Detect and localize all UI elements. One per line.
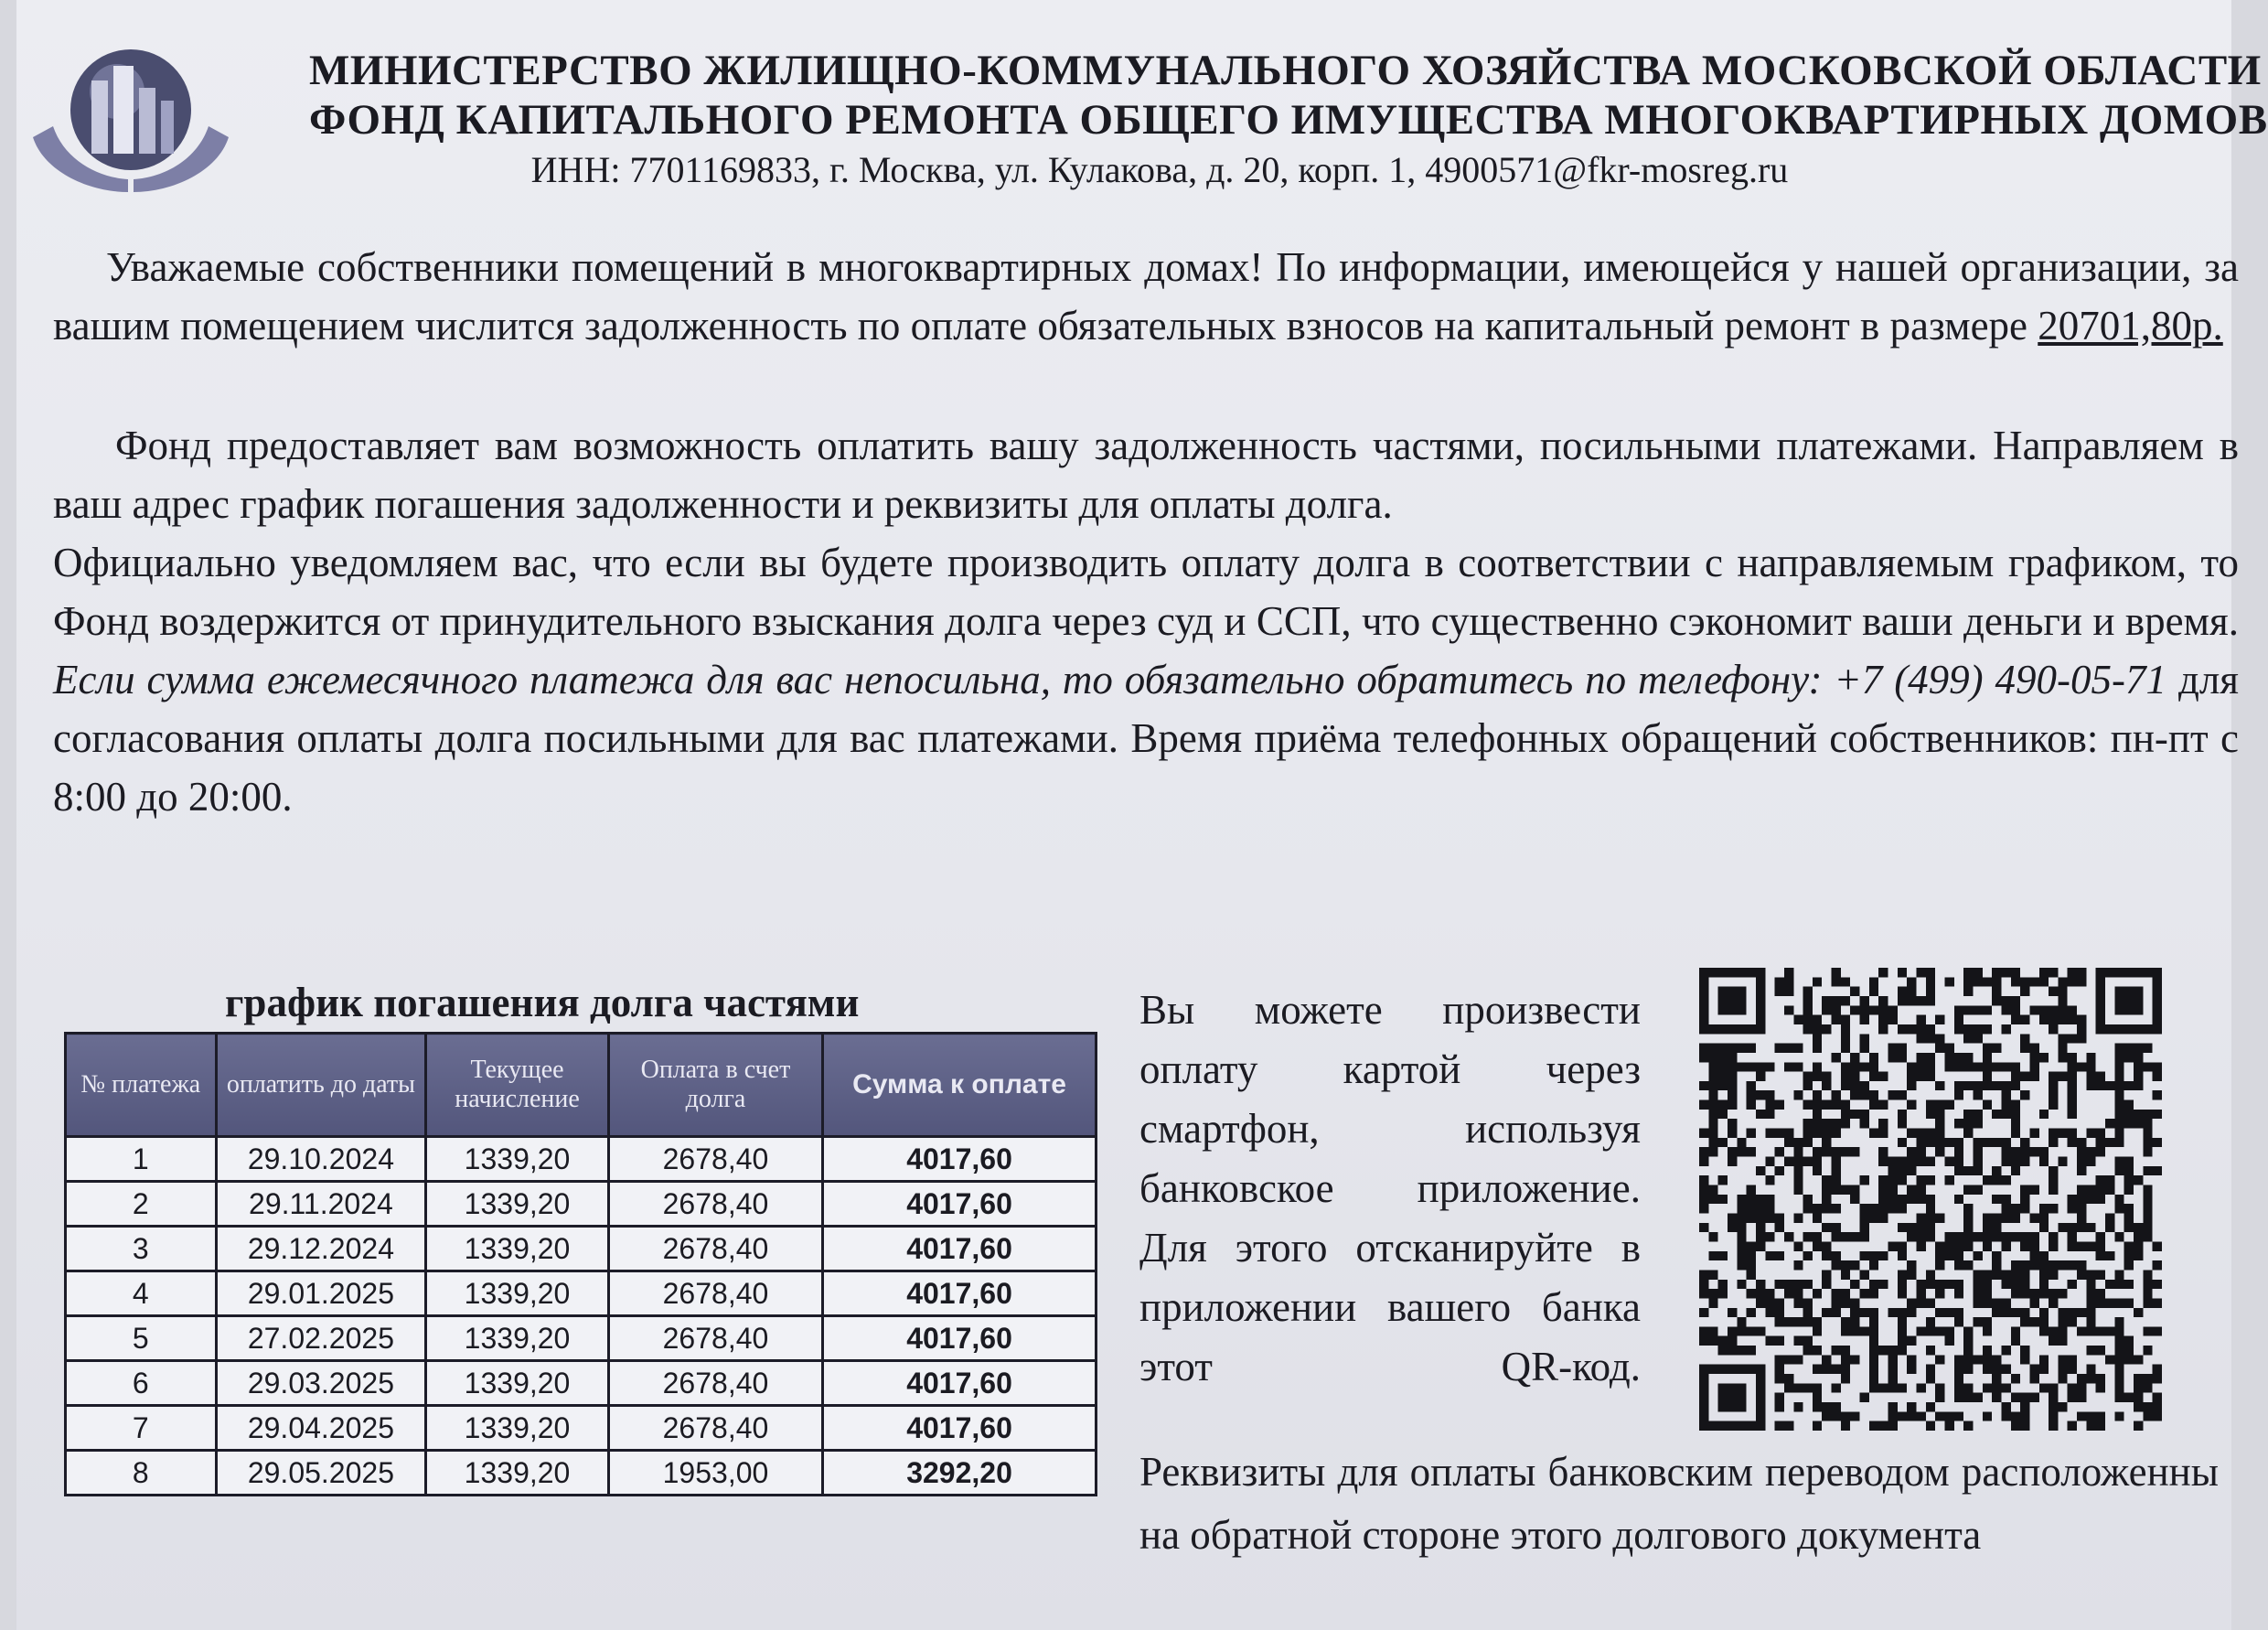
table-row: [66, 1361, 1097, 1406]
header-current-charge: Текущее начисление: [426, 1034, 609, 1137]
due-date: 29.03.2025: [216, 1361, 426, 1406]
table-row: [66, 1316, 1097, 1361]
total-due: 4017,60: [823, 1137, 1097, 1182]
payment-number: 4: [66, 1271, 217, 1316]
due-date: 29.11.2024: [216, 1182, 426, 1227]
debt-amount: 20701,80р.: [2038, 303, 2223, 349]
current-charge: 1339,20: [426, 1227, 609, 1271]
total-due: 4017,60: [823, 1227, 1097, 1271]
total-due: 4017,60: [823, 1361, 1097, 1406]
fund-contact-details: ИНН: 7701169833, г. Москва, ул. Кулакова, д. 20, корп. 1, 4900571@fkr-mosreg.ru: [530, 149, 1789, 190]
agreement-text: для согласования оплаты долга посильными для вас платежами.: [53, 657, 2240, 761]
qr-finder-pattern: [1704, 1369, 1760, 1426]
total-due: 4017,60: [823, 1316, 1097, 1361]
header-payment-number: № платежа: [66, 1034, 217, 1137]
payment-number: 1: [66, 1137, 217, 1182]
current-charge: 1339,20: [426, 1406, 609, 1451]
table-row: [66, 1271, 1097, 1316]
current-charge: 1339,20: [426, 1316, 609, 1361]
payment-schedule-table: [64, 1032, 1097, 1496]
current-charge: 1339,20: [426, 1451, 609, 1496]
current-charge: 1339,20: [426, 1182, 609, 1227]
ministry-title: МИНИСТЕРСТВО ЖИЛИЩНО-КОММУНАЛЬНОГО ХОЗЯЙСТВА МОСКОВСКОЙ ОБЛАСТИ: [309, 47, 2262, 94]
installment-offer-text: Фонд предоставляет вам возможность оплатить вашу задолженность частями, посильными платежами. Направляем в ваш адрес график погашения задолженности и реквизиты для оплаты долга.: [53, 423, 2239, 527]
qr-modules: [1699, 968, 2162, 1431]
debt-payment: 1953,00: [608, 1451, 822, 1496]
phone-notice: Если сумма ежемесячного платежа для вас непосильна, то обязательно обратитесь по телефону: +7 (499) 490-05-71: [53, 657, 2167, 702]
qr-finder-pattern: [1704, 972, 1760, 1029]
table-row: [66, 1451, 1097, 1496]
due-date: 29.05.2025: [216, 1451, 426, 1496]
schedule-title: график погашения долга частями: [225, 980, 860, 1025]
schedule-header-row: [66, 1034, 1097, 1137]
due-date: 29.01.2025: [216, 1271, 426, 1316]
header-debt-payment: Оплата в счет долга: [608, 1034, 822, 1137]
total-due: 4017,60: [823, 1406, 1097, 1451]
table-row: [66, 1137, 1097, 1182]
debt-payment: 2678,40: [608, 1271, 822, 1316]
debt-payment: 2678,40: [608, 1182, 822, 1227]
table-row: [66, 1182, 1097, 1227]
payment-number: 3: [66, 1227, 217, 1271]
debt-notice-paragraph: [53, 238, 2239, 355]
requisites-note: Реквизиты для оплаты банковским переводом расположенны на обратной стороне этого долгового документа: [1139, 1449, 2219, 1558]
debt-payment: 2678,40: [608, 1406, 822, 1451]
qr-finder-pattern: [2101, 972, 2157, 1029]
qr-instructions: Вы можете произвести оплату картой через смартфон, используя банковское приложение. Для этого отсканируйте в приложении вашего банка этот QR-код.: [1139, 987, 1641, 1389]
total-due: 4017,60: [823, 1271, 1097, 1316]
official-notice: [53, 533, 2239, 826]
installment-paragraph: [53, 416, 2239, 826]
payment-number: 7: [66, 1406, 217, 1451]
payment-number: 8: [66, 1451, 217, 1496]
debt-payment: 2678,40: [608, 1361, 822, 1406]
due-date: 27.02.2025: [216, 1316, 426, 1361]
fund-title: ФОНД КАПИТАЛЬНОГО РЕМОНТА ОБЩЕГО ИМУЩЕСТВА МНОГОКВАРТИРНЫХ ДОМОВ: [309, 96, 2268, 144]
header-total-due: Сумма к оплате: [823, 1034, 1097, 1137]
debt-payment: 2678,40: [608, 1316, 822, 1361]
payment-number: 2: [66, 1182, 217, 1227]
debt-payment: 2678,40: [608, 1227, 822, 1271]
total-due: 3292,20: [823, 1451, 1097, 1496]
current-charge: 1339,20: [426, 1361, 609, 1406]
debt-notice-text: Уважаемые собственники помещений в многоквартирных домах! По информации, имеющейся у нашей организации, за вашим помещением числится задолженность по оплате обязательных взносов на капитальный ремонт в размере: [53, 244, 2239, 349]
total-due: 4017,60: [823, 1182, 1097, 1227]
call-hours: Время приёма телефонных обращений собственников: пн-пт с 8:00 до 20:00.: [53, 715, 2240, 820]
payment-qr-code[interactable]: [1699, 968, 2162, 1431]
due-date: 29.10.2024: [216, 1137, 426, 1182]
document-sheet: [16, 0, 2268, 1630]
table-row: [66, 1406, 1097, 1451]
current-charge: 1339,20: [426, 1271, 609, 1316]
official-notice-text: Официально уведомляем вас, что если вы будете производить оплату долга в соответствии с направляемым графиком, то Фонд воздержится от принудительного взыскания долга через суд и ССП, что существенно сэкономит ваши деньги и время.: [53, 540, 2239, 644]
payment-number: 6: [66, 1361, 217, 1406]
header-due-date: оплатить до даты: [216, 1034, 426, 1137]
current-charge: 1339,20: [426, 1137, 609, 1182]
due-date: 29.12.2024: [216, 1227, 426, 1271]
due-date: 29.04.2025: [216, 1406, 426, 1451]
fund-logo: [26, 35, 236, 199]
debt-payment: 2678,40: [608, 1137, 822, 1182]
table-row: [66, 1227, 1097, 1271]
payment-number: 5: [66, 1316, 217, 1361]
